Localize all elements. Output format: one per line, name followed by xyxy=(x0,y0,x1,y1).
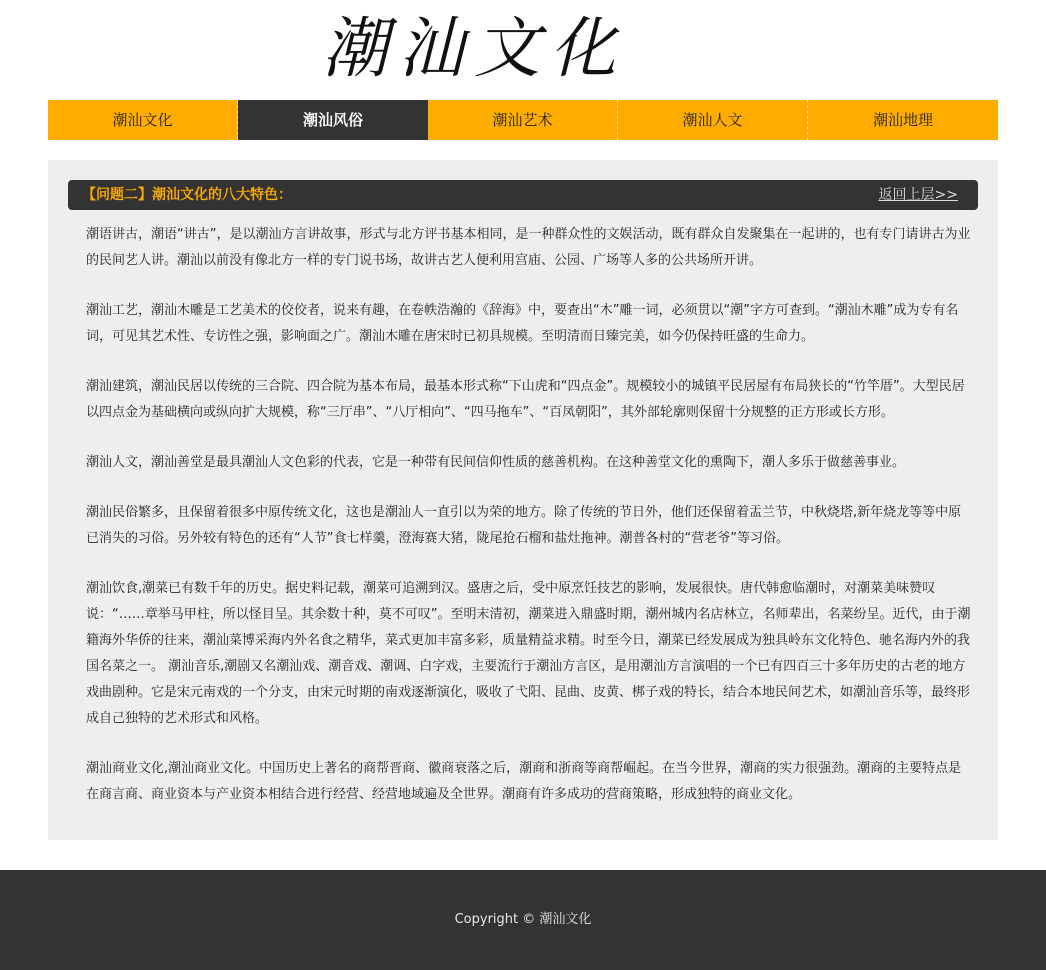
paragraph-folk-customs: 潮汕民俗繁多，且保留着很多中原传统文化，这也是潮汕人一直引以为荣的地方。除了传统的节日外，他们还保留着盂兰节，中秋烧塔,新年烧龙等等中原已消失的习俗。另外较有特色的还有“人节”食七样羹，澄海赛大猪，陇尾抢石榴和盐灶拖神。潮普各村的“营老爷”等习俗。 xyxy=(86,505,962,546)
main-nav xyxy=(48,100,998,140)
nav-item-geography[interactable]: 潮汕地理 xyxy=(872,111,933,129)
section-title-bar xyxy=(68,180,978,210)
site-logo[interactable]: 潮汕文化 xyxy=(322,10,626,87)
content-panel xyxy=(48,160,998,840)
paragraph-storytelling: 潮语讲古，潮语“讲古”，是以潮汕方言讲故事，形式与北方评书基本相同，是一种群众性的文娱活动，既有群众自发聚集在一起讲的，也有专门请讲古为业的民间艺人讲。潮汕以前没有像北方一样的专门说书场，故讲古艺人便利用宫庙、公园、广场等人多的公共场所开讲。 xyxy=(86,227,971,268)
paragraph-crafts: 潮汕工艺，潮汕木雕是工艺美术的佼佼者，说来有趣，在卷帙浩瀚的《辞海》中，要查出“木”雕一词，必须贯以“潮”字方可查到。“潮汕木雕”成为专有名词，可见其艺术性、专访性之强，影响面之广。潮汕木雕在唐宋时已初具规模。至明清而日臻完美，如今仍保持旺盛的生命力。 xyxy=(86,303,959,344)
paragraph-humanities: 潮汕人文，潮汕善堂是最具潮汕人文色彩的代表，它是一种带有民间信仰性质的慈善机构。在这种善堂文化的熏陶下，潮人多乐于做慈善事业。 xyxy=(86,455,906,470)
copyright-text: Copyright © 潮汕文化 xyxy=(454,912,592,927)
nav-item-humanities[interactable]: 潮汕人文 xyxy=(618,100,808,140)
nav-item-art[interactable]: 潮汕艺术 xyxy=(428,100,618,140)
nav-item-culture[interactable]: 潮汕文化 xyxy=(48,100,238,140)
article-body xyxy=(86,222,974,832)
paragraph-commerce: 潮汕商业文化,潮汕商业文化。中国历史上著名的商帮晋商、徽商衰落之后，潮商和浙商等商帮崛起。在当今世界，潮商的实力很强劲。潮商的主要特点是在商言商、商业资本与产业资本相结合进行经营、经营地域遍及全世界。潮商有许多成功的营商策略，形成独特的商业文化。 xyxy=(86,761,962,802)
page-footer xyxy=(0,870,1046,970)
nav-item-customs[interactable]: 潮汕风俗 xyxy=(238,100,428,140)
paragraph-food-music: 潮汕饮食,潮菜已有数千年的历史。据史料记载，潮菜可追溯到汉。盛唐之后，受中原烹饪技艺的影响，发展很快。唐代韩愈临潮时，对潮菜美味赞叹说：“……章举马甲柱，所以怪目呈。其余数十种，莫不可叹”。至明末清初，潮菜进入鼎盛时期，潮州城内名店林立，名师辈出，名菜纷呈。近代，由于潮籍海外华侨的往来，潮汕菜博采海内外名食之精华，菜式更加丰富多彩，质量精益求精。时至今日，潮菜已经发展成为独具岭东文化特色、驰名海内外的我国名菜之一。 潮汕音乐,潮剧又名潮汕戏、潮音戏、潮调、白字戏，主要流行于潮汕方言区，是用潮汕方言演唱的一个已有四百三十多年历史的古老的地方戏曲剧种。它是宋元南戏的一个分支，由宋元时期的南戏逐渐演化，吸收了弋阳、昆曲、皮黄、梆子戏的特长，结合本地民间艺术，如潮汕音乐等，最终形成自己独特的艺术形式和风格。 xyxy=(86,581,971,726)
page-header xyxy=(0,0,1046,100)
back-link[interactable]: 返回上层>> xyxy=(878,187,958,203)
paragraph-architecture: 潮汕建筑，潮汕民居以传统的三合院、四合院为基本布局，最基本形式称“下山虎和“四点金”。规模较小的城镇平民居屋有布局狭长的“竹竿厝”。大型民居以四点金为基础横向或纵向扩大规模，称“三厅串”、“八厅相向”、“四马拖车”、“百凤朝阳”，其外部轮廓则保留十分规整的正方形或长方形。 xyxy=(86,379,965,420)
section-title: 【问题二】潮汕文化的八大特色： xyxy=(82,187,292,203)
